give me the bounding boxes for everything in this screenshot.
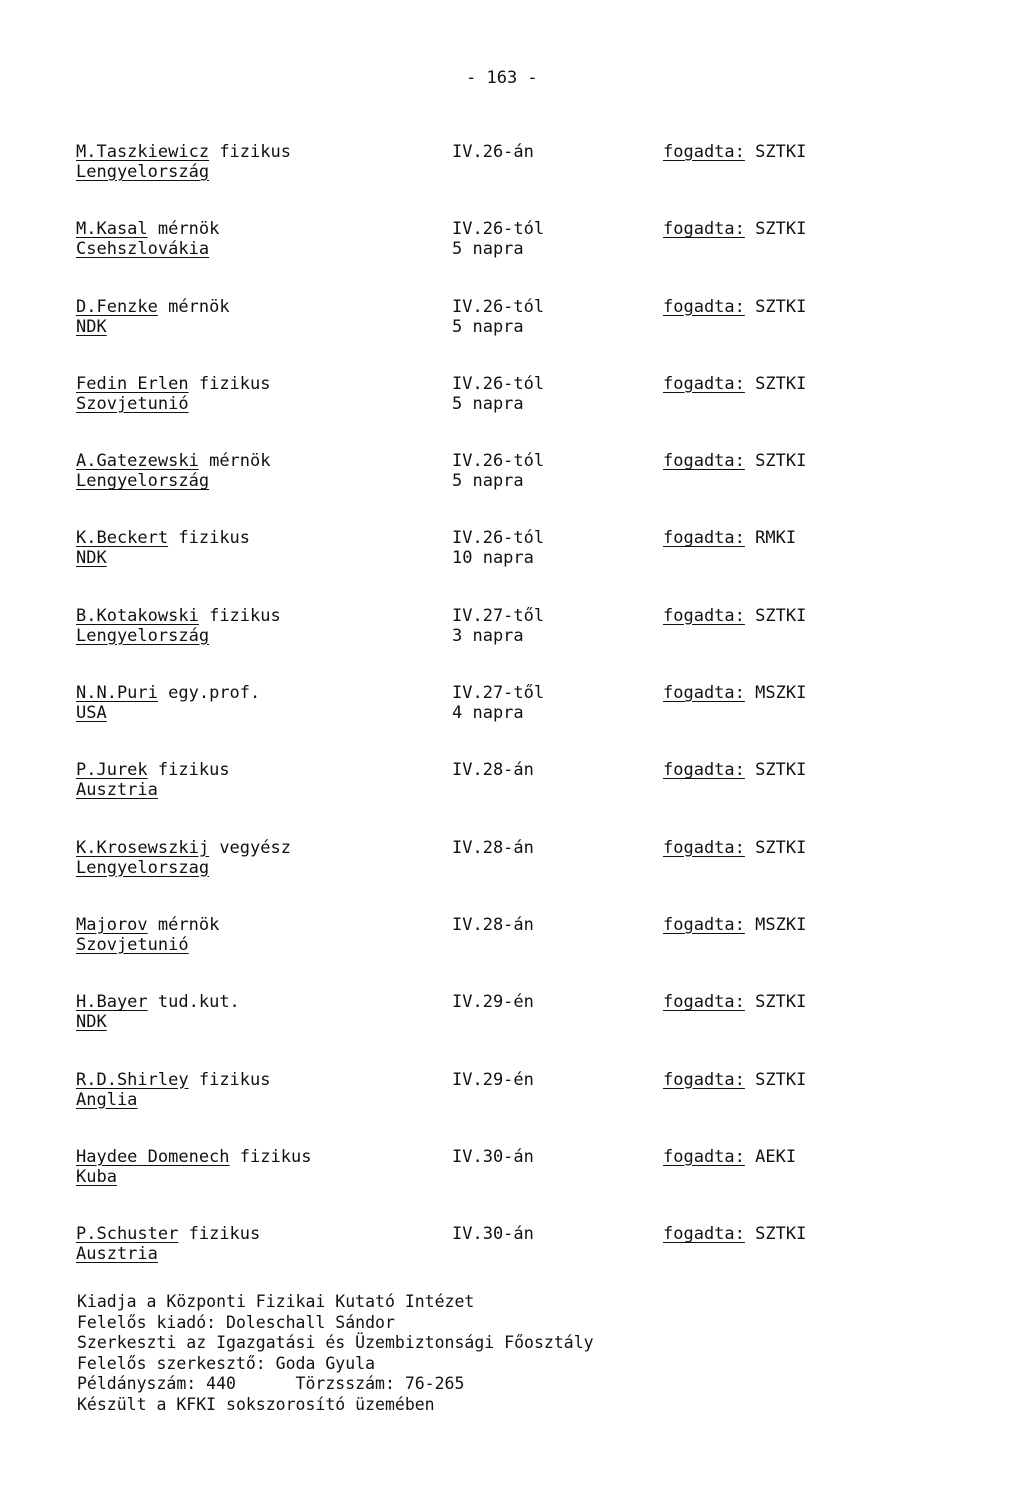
visitor-name-line — [76, 1147, 456, 1167]
visit-duration: 3 napra — [452, 625, 524, 646]
visitor-name-line — [76, 528, 456, 548]
visitor-person — [76, 451, 456, 491]
received-label: fogadta: — [663, 296, 745, 317]
host-name: SZTKI — [755, 1069, 807, 1090]
visitor-title: fizikus — [239, 1146, 312, 1167]
imprint-line: Kiadja a Központi Fizikai Kutató Intézet — [77, 1292, 475, 1311]
visit-duration: 10 napra — [452, 548, 534, 569]
visitor-person — [76, 297, 456, 337]
host-institute — [663, 374, 903, 394]
received-label: fogadta: — [663, 1146, 745, 1167]
visitor-person — [76, 838, 456, 878]
visit-duration: 5 napra — [452, 471, 524, 492]
visit-duration — [452, 1167, 652, 1187]
visit-dates — [452, 374, 652, 414]
visitor-name: D.Fenzke — [76, 296, 158, 317]
visitor-name-line — [76, 142, 456, 162]
visit-date: IV.28-án — [452, 914, 534, 935]
visitor-name: Haydee Domenech — [76, 1146, 230, 1167]
host-institute — [663, 219, 903, 239]
visitor-name-line — [76, 915, 456, 935]
visitor-name-line — [76, 683, 456, 703]
visitor-name: H.Bayer — [76, 992, 148, 1013]
visitor-title: vegyész — [219, 837, 291, 858]
visit-dates — [452, 142, 652, 182]
visit-dates — [452, 838, 652, 878]
imprint-line: Felelős szerkesztő: Goda Gyula — [77, 1353, 376, 1373]
host-institute — [663, 1224, 903, 1244]
host-institute — [663, 1147, 903, 1167]
host-name: SZTKI — [755, 296, 807, 317]
visitor-entry — [76, 451, 976, 528]
visitor-name: K.Krosewszkij — [76, 837, 210, 858]
visit-date: IV.29-én — [452, 1069, 534, 1090]
received-label: fogadta: — [663, 914, 745, 935]
host-institute — [663, 838, 903, 858]
host-institute — [663, 142, 903, 162]
visit-duration — [452, 1244, 652, 1264]
visitor-name-line — [76, 374, 456, 394]
visitor-name-line — [76, 219, 456, 239]
visitor-person — [76, 528, 456, 568]
visitor-country: Anglia — [76, 1089, 138, 1110]
received-label: fogadta: — [663, 760, 745, 781]
visit-date: IV.28-án — [452, 837, 534, 858]
host-institute — [663, 683, 903, 703]
visit-duration — [452, 780, 652, 800]
host-institute — [663, 451, 903, 471]
host-name: RMKI — [755, 528, 797, 549]
visitor-person — [76, 606, 456, 646]
visitor-name: M.Taszkiewicz — [76, 142, 210, 162]
visitor-entry — [76, 760, 976, 837]
received-label: fogadta: — [663, 605, 745, 626]
host-name: SZTKI — [755, 451, 807, 472]
visitor-name: N.N.Puri — [76, 683, 158, 704]
imprint-line: Készült a KFKI sokszorosító üzemében — [77, 1394, 435, 1414]
visitor-country: USA — [76, 703, 107, 724]
visitor-person — [76, 760, 456, 800]
host-institute — [663, 297, 903, 317]
host-institute — [663, 1070, 903, 1090]
received-label: fogadta: — [663, 219, 745, 240]
host-name: AEKI — [755, 1146, 797, 1167]
received-label: fogadta: — [663, 373, 745, 394]
visitor-country: Ausztria — [76, 780, 158, 801]
received-label: fogadta: — [663, 142, 745, 162]
imprint — [77, 1292, 594, 1415]
visitor-person — [76, 683, 456, 723]
visit-date: IV.26-án — [452, 142, 534, 162]
visit-duration: 5 napra — [452, 316, 524, 337]
host-name: SZTKI — [755, 219, 807, 240]
host-institute — [663, 760, 903, 780]
visitor-name: R.D.Shirley — [76, 1069, 189, 1090]
received-label: fogadta: — [663, 837, 745, 858]
visitor-person — [76, 1147, 456, 1187]
visitor-name: P.Schuster — [76, 1224, 179, 1245]
visit-dates — [452, 606, 652, 646]
host-name: SZTKI — [755, 605, 807, 626]
visitor-title: fizikus — [188, 1224, 261, 1245]
visitor-entry — [76, 915, 976, 992]
visit-date: IV.27-től — [452, 605, 545, 626]
visitor-entry — [76, 683, 976, 760]
visitor-entry — [76, 297, 976, 374]
visitor-title: fizikus — [178, 528, 251, 549]
visitor-entry — [76, 992, 976, 1069]
visit-duration: 4 napra — [452, 703, 524, 724]
visitor-entry — [76, 142, 976, 219]
visitor-person — [76, 374, 456, 414]
visit-date: IV.30-án — [452, 1146, 534, 1167]
imprint-line: Példányszám: 440 Törzsszám: 76-265 — [77, 1374, 465, 1393]
visitor-country: Lengyelország — [76, 162, 210, 182]
host-name: SZTKI — [755, 992, 807, 1013]
visitor-title: fizikus — [198, 1069, 271, 1090]
visit-duration — [452, 935, 652, 955]
visitor-country: Szovjetunió — [76, 393, 189, 414]
visit-dates — [452, 915, 652, 955]
visit-duration: 5 napra — [452, 393, 524, 414]
received-label: fogadta: — [663, 1224, 745, 1245]
visitor-person — [76, 142, 456, 182]
visitor-country: Lengyelország — [76, 471, 210, 492]
visitor-entry — [76, 1070, 976, 1147]
visit-date: IV.29-én — [452, 992, 534, 1013]
visitor-country: Szovjetunió — [76, 934, 189, 955]
visit-date: IV.27-től — [452, 683, 545, 704]
visit-dates — [452, 297, 652, 337]
visitor-name-line — [76, 606, 456, 626]
received-label: fogadta: — [663, 528, 745, 549]
visitor-list — [76, 142, 976, 1301]
visitor-country: Lengyelország — [76, 625, 210, 646]
visitor-person — [76, 992, 456, 1032]
visitor-name-line — [76, 838, 456, 858]
visitor-entry — [76, 838, 976, 915]
visitor-name-line — [76, 992, 456, 1012]
visitor-name: Fedin Erlen — [76, 373, 189, 394]
visit-duration: 5 napra — [452, 239, 524, 260]
visitor-title: mérnök — [157, 219, 220, 240]
visitor-person — [76, 219, 456, 259]
visitor-title: mérnök — [168, 296, 230, 317]
visitor-name: P.Jurek — [76, 760, 148, 781]
page-number: - 163 - — [466, 68, 538, 88]
visitor-title: mérnök — [157, 914, 220, 935]
visit-duration — [452, 858, 652, 878]
visit-date: IV.26-tól — [452, 296, 545, 317]
host-institute — [663, 992, 903, 1012]
visit-dates — [452, 528, 652, 568]
host-name: SZTKI — [755, 142, 807, 162]
visitor-name-line — [76, 451, 456, 471]
received-label: fogadta: — [663, 683, 745, 704]
visitor-name: B.Kotakowski — [76, 605, 199, 626]
visitor-title: fizikus — [198, 373, 271, 394]
visitor-name-line — [76, 1224, 456, 1244]
received-label: fogadta: — [663, 451, 745, 472]
visitor-country: Lengyelorszag — [76, 857, 210, 878]
visitor-name: K.Beckert — [76, 528, 169, 549]
visitor-title: egy.prof. — [168, 683, 261, 704]
visitor-person — [76, 915, 456, 955]
imprint-line: Szerkeszti az Igazgatási és Üzembiztonsági Főosztály — [77, 1333, 594, 1352]
host-name: MSZKI — [755, 914, 807, 935]
received-label: fogadta: — [663, 1069, 745, 1090]
visitor-country: Csehszlovákia — [76, 239, 210, 260]
visitor-title: fizikus — [209, 605, 281, 626]
visitor-person — [76, 1224, 456, 1264]
visitor-entry — [76, 606, 976, 683]
visitor-entry — [76, 1224, 976, 1301]
host-institute — [663, 915, 903, 935]
visitor-name: Majorov — [76, 914, 148, 935]
visitor-person — [76, 1070, 456, 1110]
visit-duration — [452, 1090, 652, 1110]
visitor-country: Ausztria — [76, 1244, 158, 1265]
host-institute — [663, 606, 903, 626]
visitor-entry — [76, 528, 976, 605]
visitor-country: NDK — [76, 548, 107, 569]
host-name: MSZKI — [755, 683, 807, 704]
visitor-title: fizikus — [157, 760, 230, 781]
host-name: SZTKI — [755, 373, 807, 394]
visit-dates — [452, 992, 652, 1032]
visitor-name-line — [76, 1070, 456, 1090]
visit-date: IV.26-tól — [452, 528, 545, 549]
visit-dates — [452, 1070, 652, 1110]
visitor-country: Kuba — [76, 1166, 117, 1187]
host-institute — [663, 528, 903, 548]
visitor-entry — [76, 219, 976, 296]
visit-date: IV.30-án — [452, 1224, 534, 1245]
visitor-name-line — [76, 760, 456, 780]
visitor-entry — [76, 374, 976, 451]
imprint-line: Felelős kiadó: Doleschall Sándor — [77, 1312, 395, 1332]
visit-dates — [452, 451, 652, 491]
visit-date: IV.28-án — [452, 760, 534, 781]
visit-duration — [452, 162, 652, 182]
visitor-title: tud.kut. — [157, 992, 240, 1013]
visitor-title: mérnök — [209, 451, 271, 472]
host-name: SZTKI — [755, 837, 807, 858]
visitor-entry — [76, 1147, 976, 1224]
visit-dates — [452, 1147, 652, 1187]
visit-dates — [452, 1224, 652, 1264]
visit-date: IV.26-tól — [452, 451, 545, 472]
visitor-name: M.Kasal — [76, 219, 148, 240]
visit-duration — [452, 1012, 652, 1032]
visit-dates — [452, 760, 652, 800]
host-name: SZTKI — [755, 1224, 807, 1245]
visitor-name: A.Gatezewski — [76, 451, 199, 472]
visit-date: IV.26-tól — [452, 373, 545, 394]
visitor-country: NDK — [76, 316, 107, 337]
host-name: SZTKI — [755, 760, 807, 781]
visit-date: IV.26-tól — [452, 219, 545, 240]
received-label: fogadta: — [663, 992, 745, 1013]
visitor-name-line — [76, 297, 456, 317]
visitor-title: fizikus — [219, 142, 291, 162]
visit-dates — [452, 683, 652, 723]
visit-dates — [452, 219, 652, 259]
visitor-country: NDK — [76, 1012, 107, 1033]
